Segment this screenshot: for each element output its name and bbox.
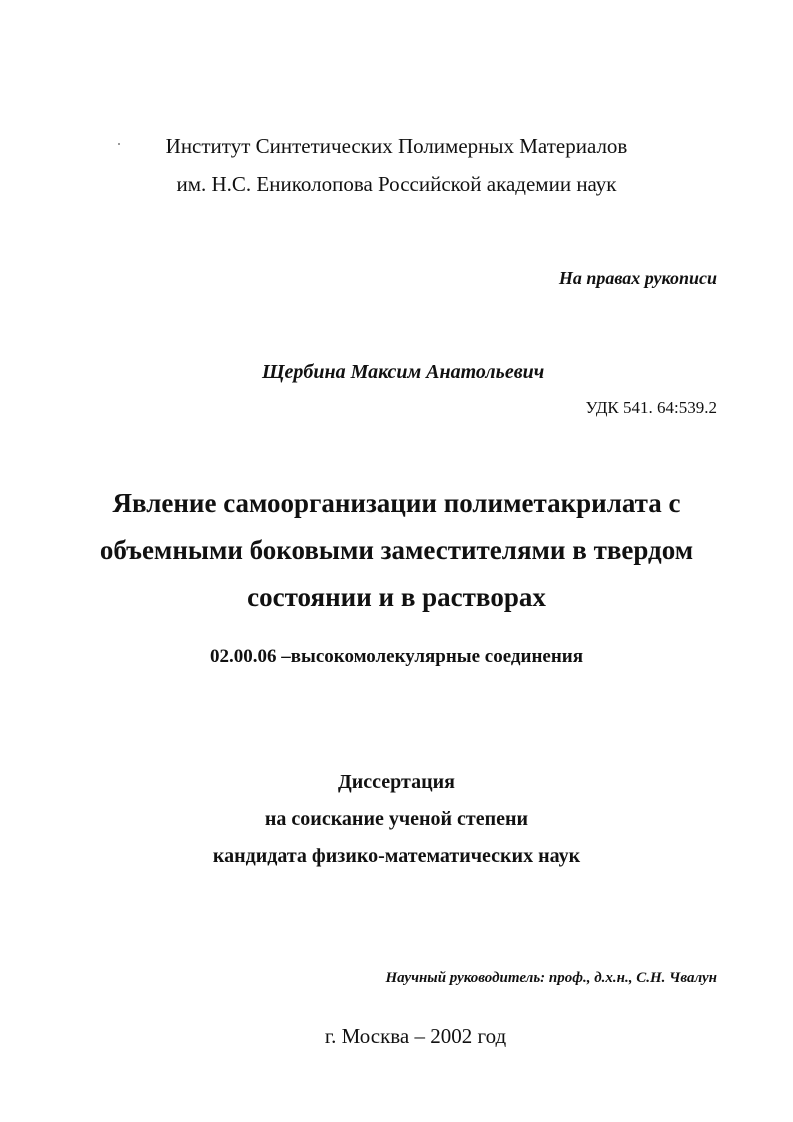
author-name: Щербина Максим Анатольевич (262, 361, 545, 383)
degree-line1: Диссертация (338, 771, 455, 793)
place-year: г. Москва – 2002 год (324, 1024, 507, 1048)
degree-line2: на соискание ученой степени (264, 808, 529, 830)
institute-name-line1: Институт Синтетических Полимерных Материалов (165, 134, 628, 158)
title-line3: состоянии и в растворах (247, 582, 546, 612)
title-line2: объемными боковыми заместителями в твердом (99, 535, 694, 565)
degree-line3: кандидата физико-математических наук (212, 845, 581, 867)
title-line1: Явление самоорганизации полиметакрилата с (112, 488, 681, 518)
institute-name-line2: им. Н.С. Ениколопова Российской академии наук (176, 172, 617, 196)
supervisor: Научный руководитель: проф., д.х.н., С.Н. Чвалун (385, 970, 717, 986)
manuscript-note: На правах рукописи (558, 268, 717, 288)
udc-code: УДК 541. 64:539.2 (585, 398, 717, 417)
specialty: 02.00.06 –высокомолекулярные соединения (209, 646, 584, 667)
